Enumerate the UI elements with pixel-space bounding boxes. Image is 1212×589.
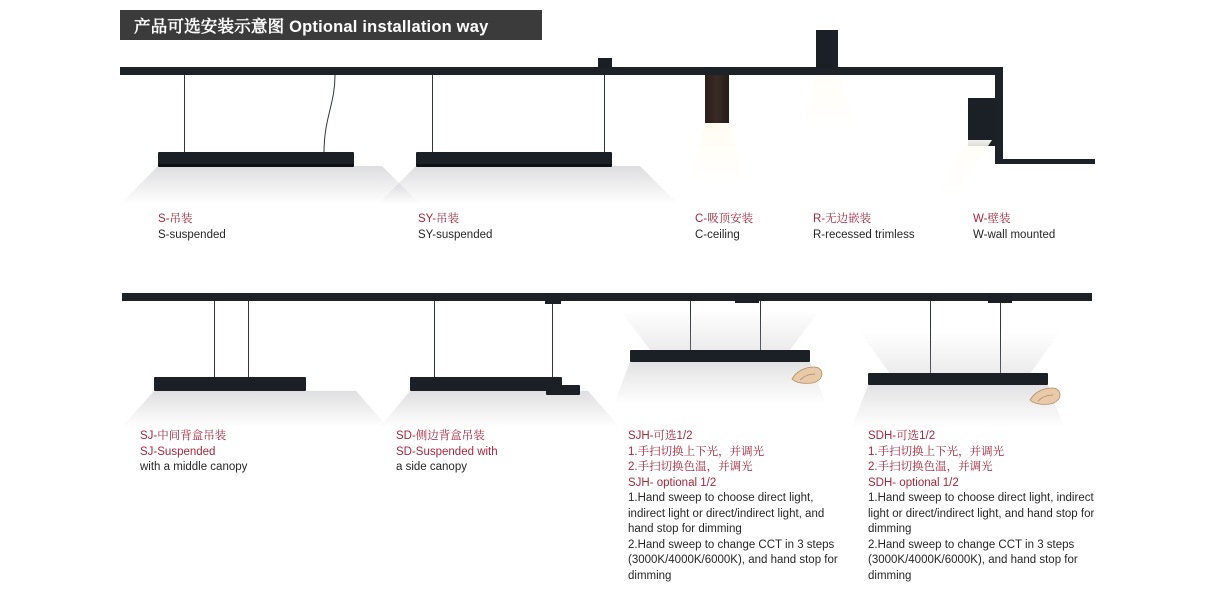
label-sy-cn: SY-吊装	[418, 213, 460, 225]
fixture-sy-lens	[416, 164, 612, 167]
label-sj-cn: SJ-中间背盒吊装	[140, 430, 227, 442]
label-r-cn: R-无边嵌装	[813, 213, 872, 225]
label-sj	[140, 429, 350, 476]
ceiling-line-row1-right-horizontal	[995, 159, 1095, 164]
fixture-sj	[154, 377, 306, 391]
suspension-wire	[248, 301, 249, 377]
uplight-beam-sdh	[860, 332, 1060, 374]
ceiling-canopy-sy	[598, 58, 612, 68]
label-s	[158, 212, 226, 243]
label-sdh-cn-item-1: 1.手扫切换上下光，并调光	[868, 445, 1005, 458]
label-sdh-cn-title: SDH-可选1/2	[868, 430, 936, 442]
label-sd-en-1: SD-Suspended with	[396, 445, 498, 458]
label-c-cn: C-吸顶安装	[695, 213, 754, 225]
light-beam-w	[934, 140, 1000, 198]
uplight-beam-sjh	[620, 310, 820, 350]
suspension-wire	[604, 75, 605, 153]
label-s-en: S-suspended	[158, 228, 226, 241]
fixture-sd	[410, 377, 562, 391]
light-beam-s	[120, 166, 420, 204]
fixture-sdh	[868, 373, 1048, 385]
label-w-en: W-wall mounted	[973, 228, 1056, 241]
light-beam-sd	[380, 391, 620, 427]
light-beam-r	[800, 75, 856, 131]
label-sjh-cn-item-1: 1.手扫切换上下光，并调光	[628, 445, 765, 458]
hand-sweep-icon	[1028, 385, 1062, 407]
label-c	[695, 212, 753, 243]
ceiling-canopy-sjh	[735, 294, 759, 303]
label-w-cn: W-壁装	[973, 213, 1011, 225]
suspension-wire	[214, 301, 215, 377]
label-sy	[418, 212, 492, 243]
label-c-en: C-ceiling	[695, 228, 740, 241]
hand-gesture-icon	[1028, 385, 1062, 412]
ceiling-canopy-sd	[545, 294, 561, 304]
label-sdh-en-item-1: 1.Hand sweep to choose direct light, indirect light or direct/indirect light, and hand stop for dimming	[868, 492, 1095, 535]
light-beam-c	[690, 123, 746, 183]
hand-gesture-icon	[790, 364, 824, 391]
ceiling-canopy-sdh	[988, 294, 1012, 303]
label-sd-cn: SD-侧边背盒吊装	[396, 430, 485, 442]
label-sj-en-2: with a middle canopy	[140, 461, 248, 473]
label-sjh-en-item-1: 1.Hand sweep to choose direct light, indirect light or direct/indirect light, and hand stop for dimming	[628, 492, 825, 535]
ceiling-line-row2	[122, 293, 1092, 301]
fixture-sd-right	[546, 385, 580, 395]
fixture-sjh	[630, 350, 810, 362]
label-sy-en: SY-suspended	[418, 228, 493, 241]
light-beam-sj	[122, 391, 388, 427]
label-sj-en-1: SJ-Suspended	[140, 445, 216, 458]
label-sdh-cn-item-2: 2.手扫切换色温，并调光	[868, 461, 993, 473]
ceiling-line-row1	[120, 67, 1000, 75]
label-sjh-cn-title: SJH-可选1/2	[628, 430, 693, 442]
label-r	[813, 212, 915, 243]
hand-sweep-icon	[790, 364, 824, 386]
label-sjh-en-title: SJH- optional 1/2	[628, 476, 717, 489]
fixture-s-lens	[158, 164, 354, 167]
fixture-w	[968, 98, 996, 146]
suspension-wire	[432, 75, 433, 153]
label-sdh-en-item-2: 2.Hand sweep to change CCT in 3 steps (3000K/4000K/6000K), and hand stop for dimming	[868, 538, 1078, 582]
label-s-cn: S-吊装	[158, 213, 193, 225]
fixture-r	[816, 30, 838, 68]
label-sdh	[868, 429, 1096, 584]
light-beam-sy	[378, 166, 678, 204]
suspension-wire	[184, 75, 185, 153]
label-sjh-en-item-2: 2.Hand sweep to change CCT in 3 steps (3000K/4000K/6000K), and hand stop for dimming	[628, 538, 838, 582]
page-title-banner	[120, 10, 542, 40]
ceiling-line-row1-right-vertical	[995, 67, 1003, 163]
suspension-wire	[434, 301, 435, 377]
label-sjh-cn-item-2: 2.手扫切换色温，并调光	[628, 461, 753, 473]
label-r-en: R-recessed trimless	[813, 228, 915, 241]
label-sdh-en-title: SDH- optional 1/2	[868, 476, 959, 489]
label-sd-en-2: a side canopy	[396, 461, 467, 473]
page-title: 产品可选安装示意图 Optional installation way	[134, 18, 489, 36]
label-w	[973, 212, 1055, 243]
fixture-c	[705, 75, 729, 123]
wire-curve-svg	[323, 75, 341, 153]
label-sjh	[628, 429, 850, 584]
suspension-wire-angled	[323, 75, 341, 153]
label-sd	[396, 429, 596, 476]
